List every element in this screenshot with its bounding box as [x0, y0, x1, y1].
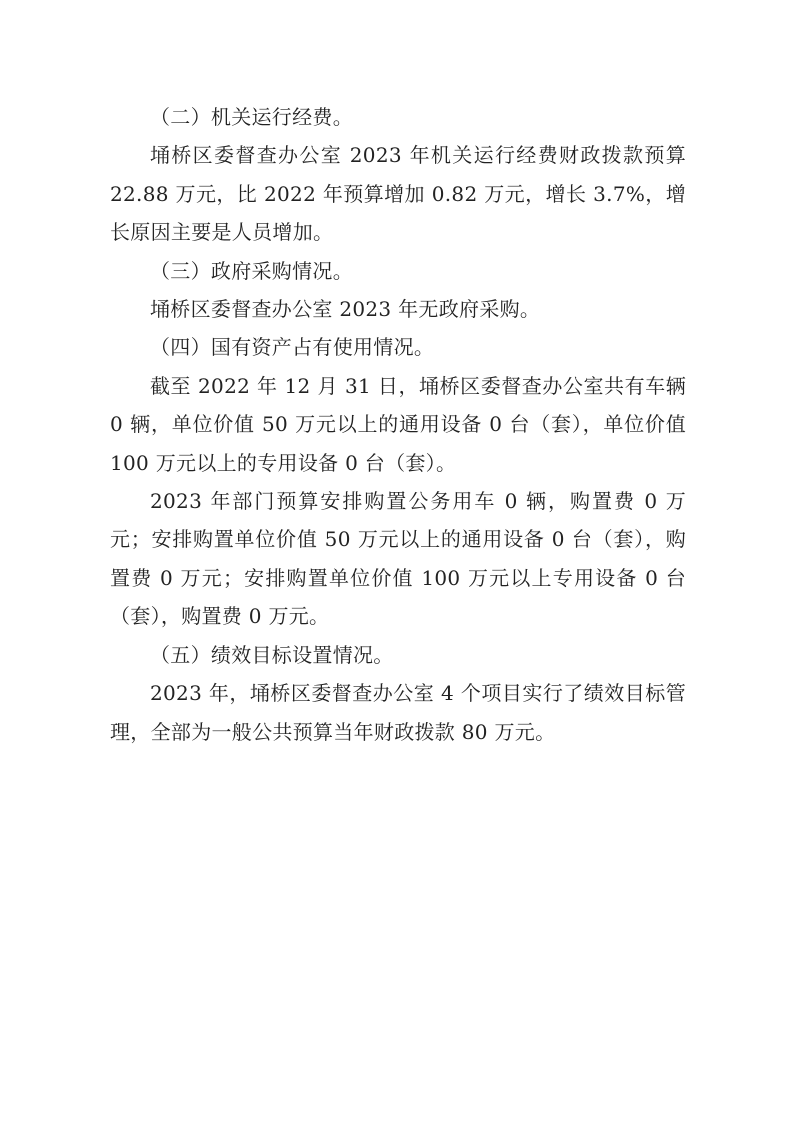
paragraph-performance-goals: 2023 年，埇桥区委督查办公室 4 个项目实行了绩效目标管理，全部为一般公共预算当年财政拨款 80 万元。: [110, 681, 686, 744]
paragraph-state-assets-purchases: 2023 年部门预算安排购置公务用车 0 辆，购置费 0 万元；安排购置单位价值 50 万元以上的通用设备 0 台（套），购置费 0 万元；安排购置单位价值 100 万元以上专用设备 0 台（套），购置费 0 万元。: [110, 489, 686, 629]
paragraph-procurement: 埇桥区委督查办公室 2023 年无政府采购。: [150, 297, 541, 322]
paragraph-state-assets-holdings: 截至 2022 年 12 月 31 日，埇桥区委督查办公室共有车辆 0 辆，单位价值 50 万元以上的通用设备 0 台（套），单位价值 100 万元以上的专用设备 0 台（套）。: [110, 373, 686, 475]
section-heading-state-assets: （四）国有资产占有使用情况。: [150, 335, 435, 360]
section-heading-procurement: （三）政府采购情况。: [150, 258, 353, 283]
paragraph-operating-costs: 埇桥区委督查办公室 2023 年机关运行经费财政拨款预算 22.88 万元，比 2022 年预算增加 0.82 万元，增长 3.7%，增长原因主要是人员增加。: [110, 143, 686, 245]
section-heading-operating-costs: （二）机关运行经费。: [150, 105, 353, 129]
section-heading-performance-goals: （五）绩效目标设置情况。: [150, 642, 394, 667]
document-body: [110, 98, 686, 751]
